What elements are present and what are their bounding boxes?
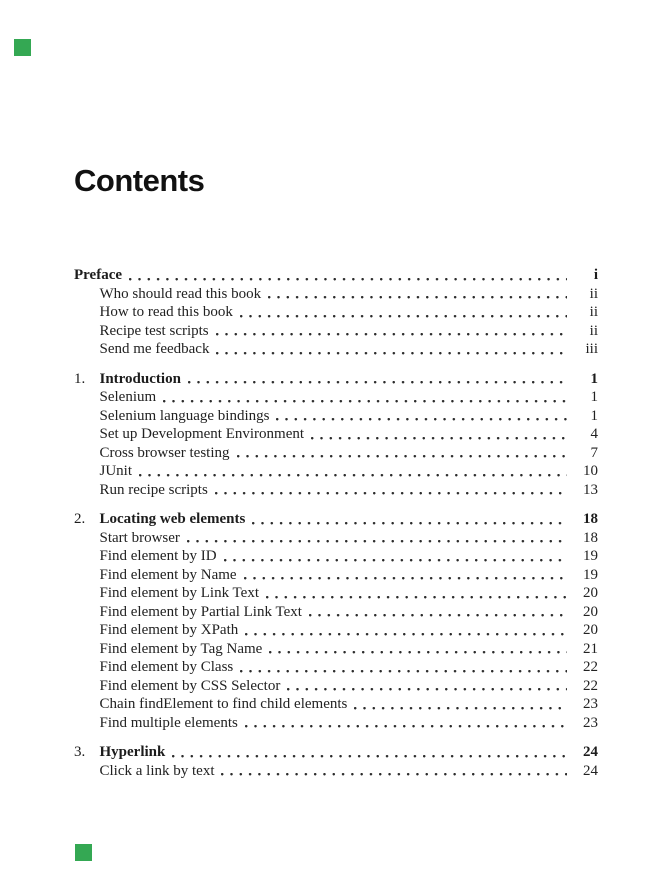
page-number: ii xyxy=(589,322,598,339)
toc-item-row xyxy=(74,388,598,407)
dot-leader xyxy=(309,425,567,444)
item-title: Find element by Class xyxy=(99,659,234,675)
table-of-contents xyxy=(74,266,598,780)
page-number: i xyxy=(593,267,598,283)
page-number: 1 xyxy=(590,389,598,405)
dot-leader xyxy=(127,266,567,285)
toc-item-row xyxy=(74,621,598,640)
toc-item-row xyxy=(74,714,598,733)
dot-leader xyxy=(307,603,567,622)
dot-leader xyxy=(238,303,567,322)
section-title: Locating web elements xyxy=(99,511,246,527)
toc-item-row xyxy=(74,481,598,500)
page-number: 20 xyxy=(583,622,598,638)
item-title: Selenium xyxy=(99,389,157,405)
page-number: 21 xyxy=(583,640,598,657)
page-number: 7 xyxy=(590,444,598,461)
toc-item-row xyxy=(74,658,598,677)
toc-item-row xyxy=(74,322,598,341)
section-title: Preface xyxy=(74,267,123,283)
dot-leader xyxy=(352,695,567,714)
page-number: 22 xyxy=(583,659,598,675)
item-title: How to read this book xyxy=(99,304,233,320)
page-number: ii xyxy=(589,304,598,320)
page-number: 19 xyxy=(583,548,598,564)
dot-leader xyxy=(238,658,567,677)
page-number: 23 xyxy=(583,714,598,731)
item-title: Find element by Link Text xyxy=(99,585,259,601)
toc-item-row xyxy=(74,566,598,585)
page-number: ii xyxy=(589,285,598,302)
dot-leader xyxy=(214,322,567,341)
section-title: Introduction xyxy=(99,370,181,387)
page-title: Contents xyxy=(74,163,205,198)
dot-leader xyxy=(250,510,567,529)
dot-leader xyxy=(285,677,567,696)
toc-item-row xyxy=(74,640,598,659)
dot-leader xyxy=(185,529,567,548)
dot-leader xyxy=(243,621,567,640)
page-number: 24 xyxy=(583,762,598,779)
dot-leader xyxy=(267,640,567,659)
page-number: 23 xyxy=(583,696,598,712)
toc-item-row xyxy=(74,303,598,322)
page-number: 18 xyxy=(583,529,598,546)
page-number: 20 xyxy=(583,585,598,601)
dot-leader xyxy=(266,285,567,304)
toc-item-row xyxy=(74,695,598,714)
toc-item-row xyxy=(74,762,598,781)
item-title: Find element by CSS Selector xyxy=(99,677,281,694)
section-number: 3. xyxy=(74,744,86,760)
item-title: Find element by Partial Link Text xyxy=(99,603,302,620)
dot-leader xyxy=(235,444,568,463)
marker-square-top xyxy=(14,39,31,56)
toc-section-row xyxy=(74,266,598,285)
item-title: Find element by Tag Name xyxy=(99,640,263,657)
dot-leader xyxy=(161,388,567,407)
toc-section-row xyxy=(74,510,598,529)
page-number: iii xyxy=(585,341,598,357)
item-title: Click a link by text xyxy=(99,762,215,779)
toc-item-row xyxy=(74,285,598,304)
page-number: 1 xyxy=(590,370,598,387)
dot-leader xyxy=(137,462,567,481)
item-title: Send me feedback xyxy=(99,341,210,357)
toc-item-row xyxy=(74,462,598,481)
dot-leader xyxy=(214,340,567,359)
marker-square-bottom xyxy=(75,844,92,861)
toc-item-row xyxy=(74,425,598,444)
dot-leader xyxy=(264,584,567,603)
item-title: Recipe test scripts xyxy=(99,322,209,339)
page-number: 1 xyxy=(590,407,598,424)
toc-item-row xyxy=(74,529,598,548)
toc-section-row xyxy=(74,370,598,389)
dot-leader xyxy=(222,547,567,566)
dot-leader xyxy=(274,407,567,426)
item-title: Find element by Name xyxy=(99,566,237,583)
page-number: 10 xyxy=(583,463,598,479)
page-number: 20 xyxy=(583,603,598,620)
item-title: Find multiple elements xyxy=(99,714,238,731)
page-number: 22 xyxy=(583,677,598,694)
toc-item-row xyxy=(74,407,598,426)
item-title: Chain findElement to find child elements xyxy=(99,696,348,712)
item-title: Selenium language bindings xyxy=(99,407,270,424)
section-number: 2. xyxy=(74,511,86,527)
toc-item-row xyxy=(74,444,598,463)
item-title: Who should read this book xyxy=(99,285,262,302)
dot-leader xyxy=(242,566,567,585)
toc-item-row xyxy=(74,677,598,696)
page-number: 4 xyxy=(590,426,598,442)
page-number: 24 xyxy=(583,744,598,760)
dot-leader xyxy=(213,481,567,500)
toc-item-row xyxy=(74,584,598,603)
toc-item-row xyxy=(74,547,598,566)
section-number: 1. xyxy=(74,370,86,387)
item-title: JUnit xyxy=(99,463,133,479)
page-number: 18 xyxy=(583,511,598,527)
toc-item-row xyxy=(74,340,598,359)
item-title: Cross browser testing xyxy=(99,444,230,461)
dot-leader xyxy=(170,743,567,762)
toc-section-row xyxy=(74,743,598,762)
item-title: Find element by XPath xyxy=(99,622,239,638)
item-title: Find element by ID xyxy=(99,548,217,564)
dot-leader xyxy=(243,714,567,733)
dot-leader xyxy=(186,370,567,389)
item-title: Run recipe scripts xyxy=(99,481,208,498)
page-number: 13 xyxy=(583,481,598,498)
page-number: 19 xyxy=(583,566,598,583)
item-title: Set up Development Environment xyxy=(99,426,305,442)
section-title: Hyperlink xyxy=(99,744,166,760)
item-title: Start browser xyxy=(99,529,180,546)
toc-item-row xyxy=(74,603,598,622)
dot-leader xyxy=(219,762,567,781)
